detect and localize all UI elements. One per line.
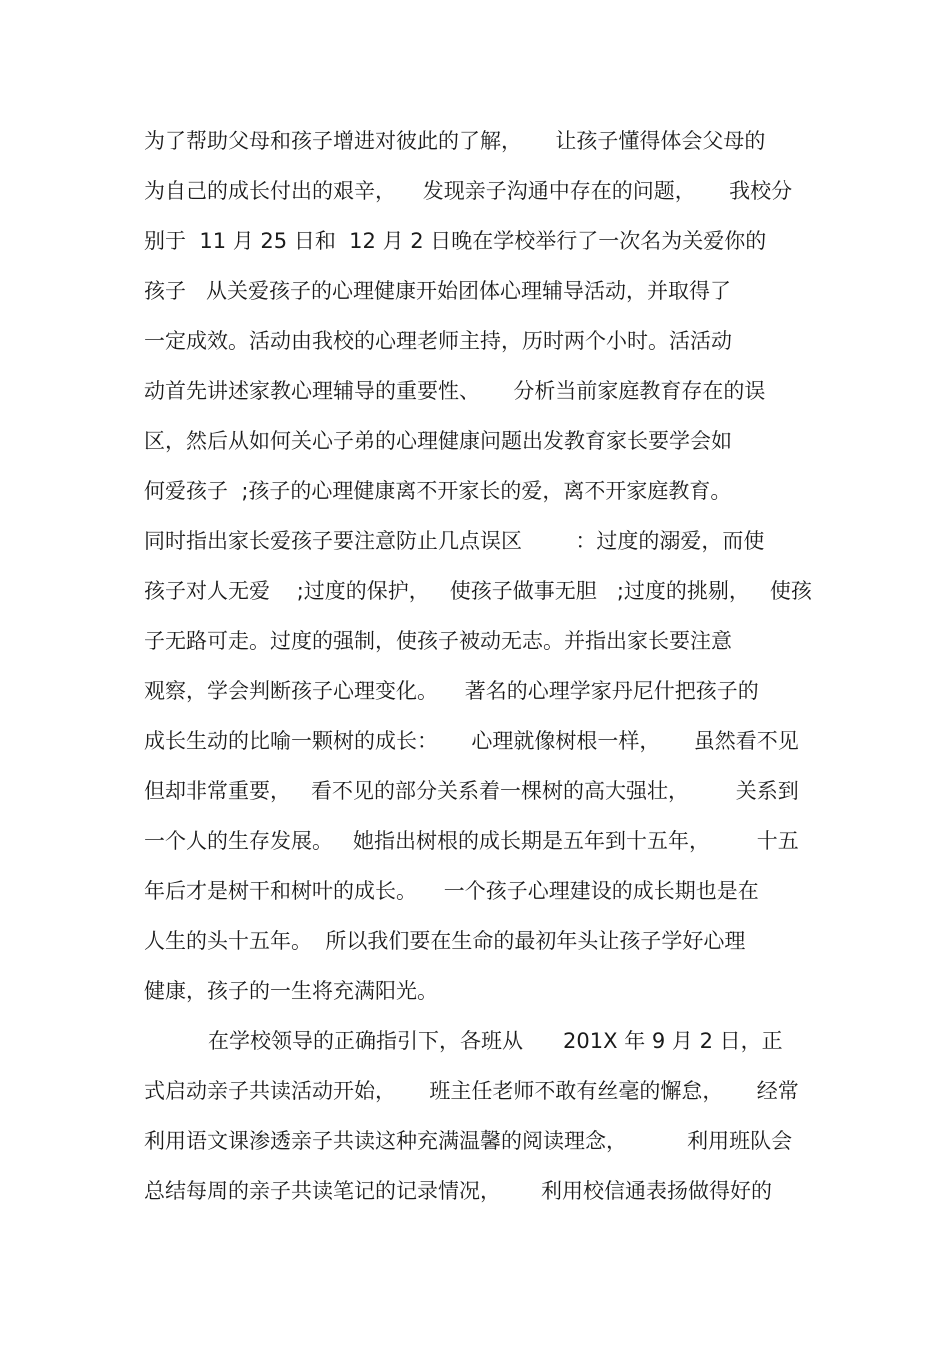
paragraph-line: 总结每周的亲子共读笔记的记录情况， 利用校信通表扬做得好的 xyxy=(144,1179,773,1203)
paragraph-line: 一个人的生存发展。 她指出树根的成长期是五年到十五年， 十五 xyxy=(144,829,799,853)
paragraph-line: 人生的头十五年。 所以我们要在生命的最初年头让孩子学好心理 xyxy=(144,929,746,953)
paragraph-line: 为了帮助父母和孩子增进对彼此的了解， 让孩子懂得体会父母的 xyxy=(144,129,766,153)
paragraph-line: 何爱孩子 ;孩子的心理健康离不开家长的爱，离不开家庭教育。 xyxy=(144,479,732,503)
paragraph-line: 观察，学会判断孩子心理变化。 著名的心理学家丹尼什把孩子的 xyxy=(144,679,759,703)
paragraph-line: 健康，孩子的一生将充满阳光。 xyxy=(144,979,438,1003)
paragraph-line: 动首先讲述家教心理辅导的重要性、 分析当前家庭教育存在的误 xyxy=(144,379,766,403)
paragraph-line: 区，然后从如何关心子弟的心理健康问题出发教育家长要学会如 xyxy=(144,429,732,453)
paragraph-line: 在学校领导的正确指引下，各班从 201X 年 9 月 2 日，正 xyxy=(208,1029,783,1053)
paragraph-line: 一定成效。活动由我校的心理老师主持，历时两个小时。活活动 xyxy=(144,329,732,353)
paragraph-line: 为自己的成长付出的艰辛， 发现亲子沟通中存在的问题， 我校分 xyxy=(144,179,793,203)
paragraph-line: 同时指出家长爱孩子要注意防止几点误区 ：过度的溺爱，而使 xyxy=(144,529,765,553)
paragraph-line: 子无路可走。过度的强制，使孩子被动无志。并指出家长要注意 xyxy=(144,629,732,653)
paragraph-line: 年后才是树干和树叶的成长。 一个孩子心理建设的成长期也是在 xyxy=(144,879,759,903)
paragraph-line: 但却非常重要， 看不见的部分关系着一棵树的高大强壮， 关系到 xyxy=(144,779,799,803)
paragraph-line: 成长生动的比喻一颗树的成长： 心理就像树根一样， 虽然看不见 xyxy=(144,729,799,753)
paragraph-line: 别于 11 月 25 日和 12 月 2 日晚在学校举行了一次名为关爱你的 xyxy=(144,229,767,253)
paragraph-line: 孩子 从关爱孩子的心理健康开始团体心理辅导活动，并取得了 xyxy=(144,279,732,303)
paragraph-line: 利用语文课渗透亲子共读这种充满温馨的阅读理念， 利用班队会 xyxy=(144,1129,793,1153)
paragraph-line: 式启动亲子共读活动开始， 班主任老师不敢有丝毫的懈怠， 经常 xyxy=(144,1079,799,1103)
paragraph-line: 孩子对人无爱 ;过度的保护， 使孩子做事无胆 ;过度的挑剔， 使孩 xyxy=(144,579,812,603)
